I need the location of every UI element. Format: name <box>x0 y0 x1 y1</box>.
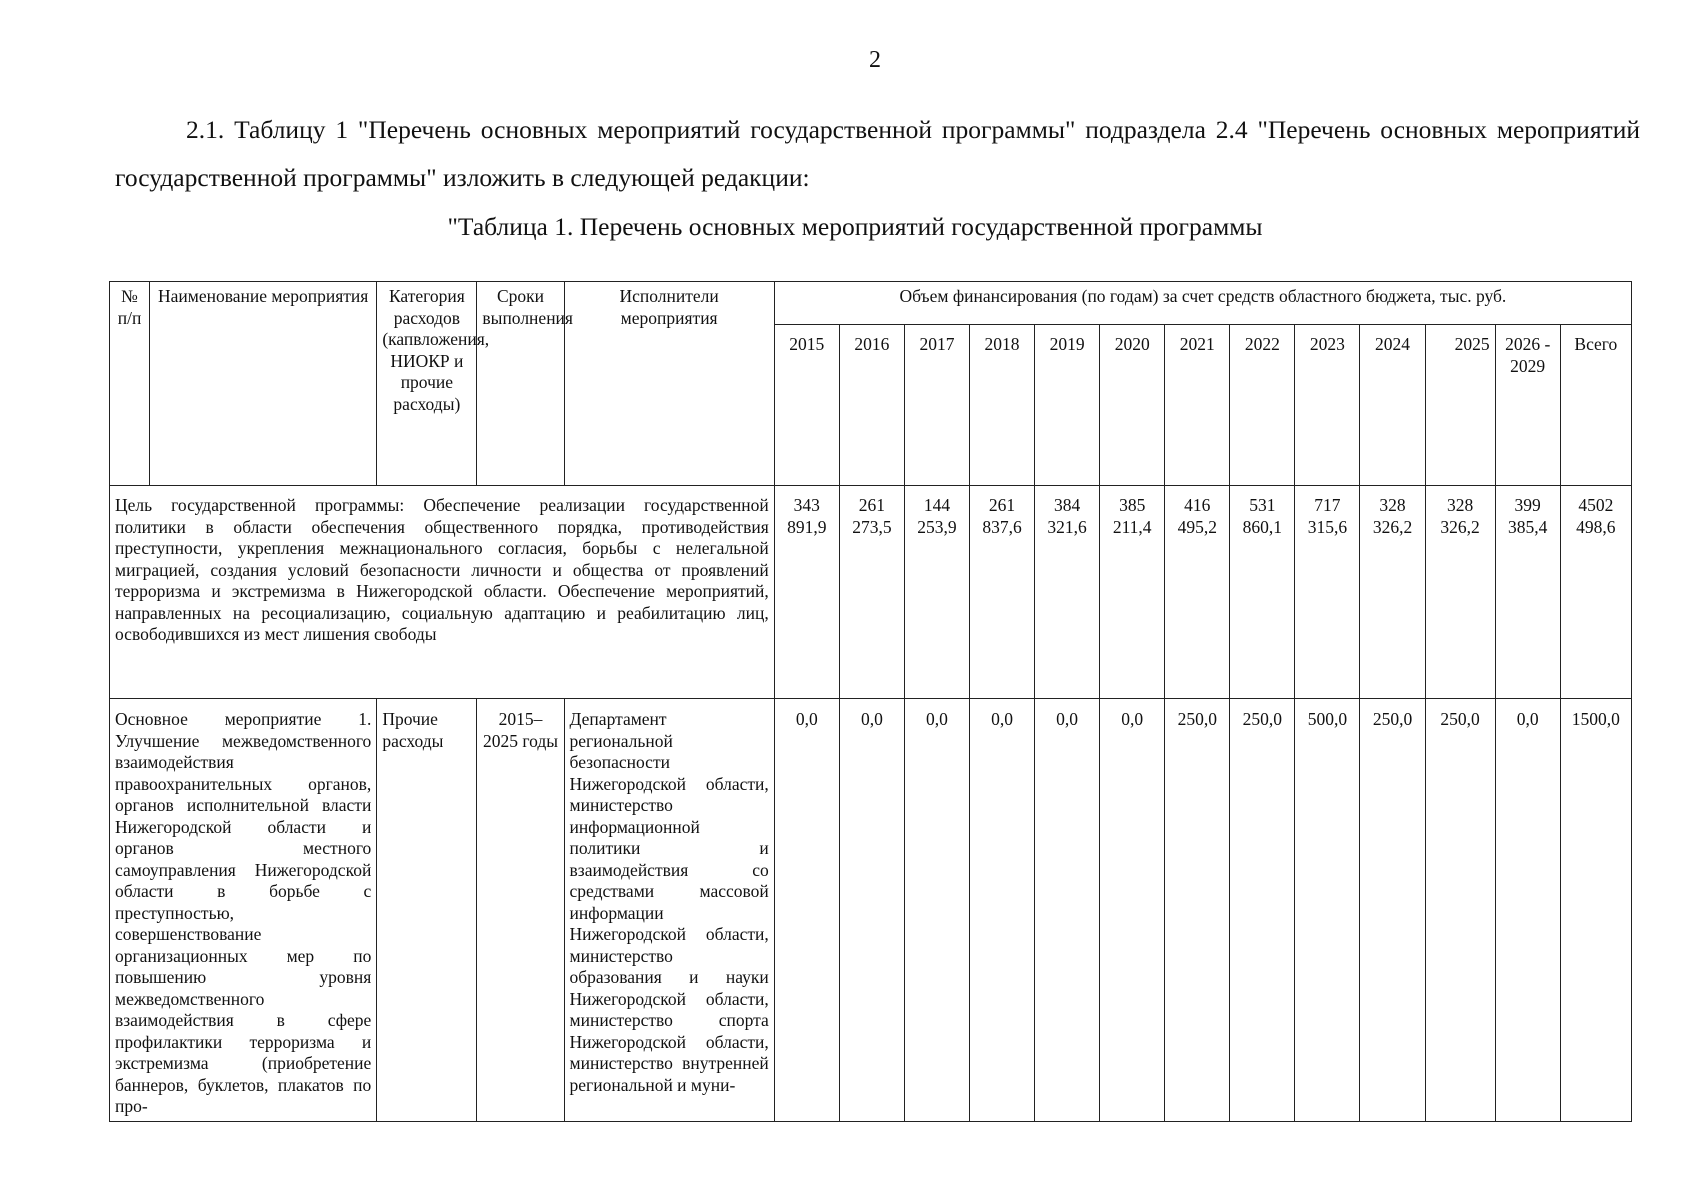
activity-row <box>110 699 1632 1122</box>
header-total: Всего <box>1560 325 1631 486</box>
header-num: № п/п <box>110 282 150 486</box>
header-year: 2020 <box>1100 325 1165 486</box>
activity-value: 0,0 <box>904 699 969 1122</box>
header-year: 2019 <box>1035 325 1100 486</box>
header-year: 2017 <box>904 325 969 486</box>
header-name: Наименование мероприятия <box>150 282 377 486</box>
measures-table <box>109 281 1632 1122</box>
intro-paragraph: 2.1. Таблицу 1 "Перечень основных мероприятий государственной программы" подраздела 2.4 "Перечень основных мероприятий государственной программы" изложить в следующей редакции: <box>115 115 1640 192</box>
goal-value: 416 495,2 <box>1165 486 1230 699</box>
activity-total: 1500,0 <box>1560 699 1631 1122</box>
goal-row <box>110 486 1632 699</box>
goal-value: 717 315,6 <box>1295 486 1360 699</box>
header-year: 2026 - 2029 <box>1495 325 1560 486</box>
page-number: 2 <box>869 47 881 73</box>
header-category: Категория расходов (капвложения, НИОКР и прочие расходы) <box>377 282 477 486</box>
goal-value: 531 860,1 <box>1230 486 1295 699</box>
header-executors: Исполнители мероприятия <box>564 282 774 486</box>
header-year: 2023 <box>1295 325 1360 486</box>
activity-value: 0,0 <box>774 699 839 1122</box>
goal-value: 261 273,5 <box>839 486 904 699</box>
header-year: 2025 <box>1425 325 1495 486</box>
activity-value: 250,0 <box>1230 699 1295 1122</box>
header-year: 2022 <box>1230 325 1295 486</box>
goal-total: 4502 498,6 <box>1560 486 1631 699</box>
activity-value: 0,0 <box>1100 699 1165 1122</box>
activity-value: 500,0 <box>1295 699 1360 1122</box>
goal-value: 385 211,4 <box>1100 486 1165 699</box>
header-year: 2015 <box>774 325 839 486</box>
activity-value: 250,0 <box>1360 699 1425 1122</box>
header-terms: Сроки выполнения <box>477 282 564 486</box>
activity-value: 250,0 <box>1165 699 1230 1122</box>
activity-value: 0,0 <box>839 699 904 1122</box>
activity-value: 0,0 <box>1495 699 1560 1122</box>
goal-value: 384 321,6 <box>1035 486 1100 699</box>
activity-value: 0,0 <box>1035 699 1100 1122</box>
header-year: 2021 <box>1165 325 1230 486</box>
header-row-1 <box>110 282 1632 325</box>
activity-value: 0,0 <box>970 699 1035 1122</box>
activity-name: Основное мероприятие 1. Улучшение межведомственного взаимодействия правоохранительных органов, органов исполнительной власти Нижегородской области и органов местного самоуправления Нижегородской области в борьбе с преступностью, совершенствование организационных мер по повышению уровня межведомственного взаимодействия в сфере профилактики терроризма и экстремизма (приобретение баннеров, буклетов, плакатов по про- <box>110 699 377 1122</box>
goal-value: 399 385,4 <box>1495 486 1560 699</box>
activity-terms: 2015–2025 годы <box>477 699 564 1122</box>
activity-value: 250,0 <box>1425 699 1495 1122</box>
table-caption: "Таблица 1. Перечень основных мероприятий государственной программы <box>447 212 1263 241</box>
header-funding: Объем финансирования (по годам) за счет средств областного бюджета, тыс. руб. <box>774 282 1631 325</box>
goal-value: 261 837,6 <box>970 486 1035 699</box>
goal-value: 328 326,2 <box>1360 486 1425 699</box>
goal-value: 343 891,9 <box>774 486 839 699</box>
goal-text: Цель государственной программы: Обеспечение реализации государственной политики в области обеспечения общественного порядка, противодействия преступности, укрепления межнационального согласия, борьбы с нелегальной миграцией, создания условий безопасности личности и общества от проявлений терроризма и экстремизма в Нижегородской области. Обеспечение мероприятий, направленных на ресоциализацию, социальную адаптацию и реабилитацию лиц, освободившихся из мест лишения свободы <box>110 486 775 699</box>
header-year: 2016 <box>839 325 904 486</box>
header-year: 2018 <box>970 325 1035 486</box>
activity-category: Прочие расходы <box>377 699 477 1122</box>
goal-value: 328 326,2 <box>1425 486 1495 699</box>
activity-executors: Департамент региональной безопасности Нижегородской области, министерство информационной политики и взаимодействия со средствами массовой информации Нижегородской области, министерство образования и науки Нижегородской области, министерство спорта Нижегородской области, министерство внутренней региональной и муни- <box>564 699 774 1122</box>
goal-value: 144 253,9 <box>904 486 969 699</box>
header-year: 2024 <box>1360 325 1425 486</box>
